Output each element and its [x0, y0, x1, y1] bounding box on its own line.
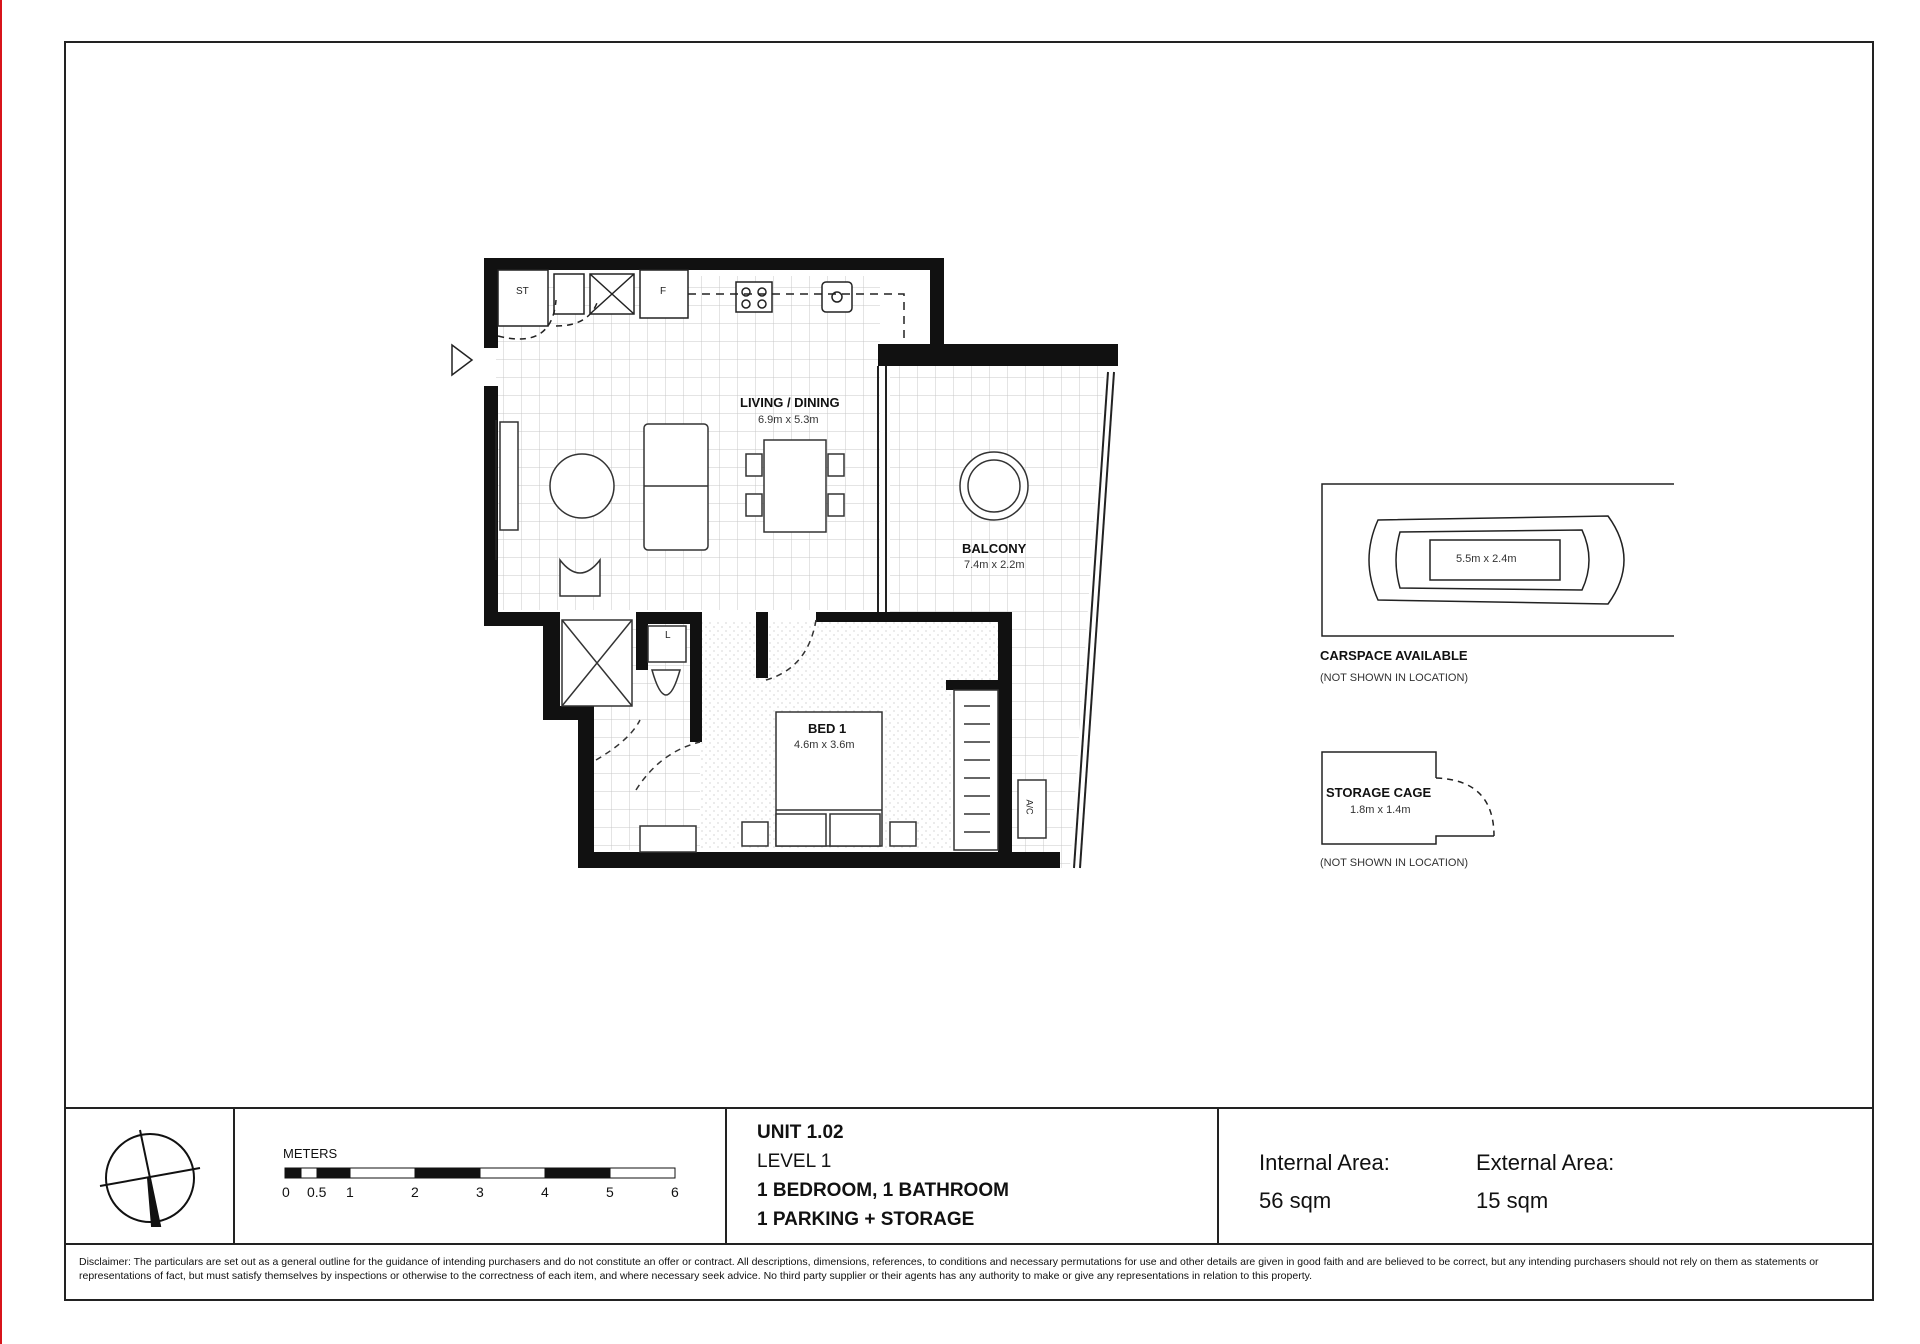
bed-label: BED 1	[808, 721, 847, 736]
unit-name: UNIT 1.02	[757, 1122, 844, 1143]
carspace-title: CARSPACE AVAILABLE	[1320, 648, 1468, 663]
scale-tick: 3	[476, 1184, 484, 1200]
fridge-label: F	[660, 286, 667, 297]
balcony-table	[960, 452, 1028, 520]
living-dining-dims: 6.9m x 5.3m	[758, 414, 819, 426]
carspace-note: (NOT SHOWN IN LOCATION)	[1320, 672, 1469, 684]
external-area-label: External Area:	[1476, 1150, 1615, 1175]
bed-dims: 4.6m x 3.6m	[794, 739, 855, 751]
scale-tick: 6	[671, 1184, 679, 1200]
scale-tick: 0.5	[307, 1184, 327, 1200]
scale-bar	[285, 1168, 675, 1178]
balcony-label: BALCONY	[962, 541, 1027, 556]
internal-area-label: Internal Area:	[1259, 1150, 1390, 1175]
external-area-value: 15 sqm	[1476, 1188, 1549, 1213]
scale-tick: 4	[541, 1184, 549, 1200]
internal-area-value: 56 sqm	[1259, 1188, 1332, 1213]
unit-type: 1 BEDROOM, 1 BATHROOM	[757, 1180, 1009, 1201]
scale-title: METERS	[283, 1146, 338, 1161]
living-dining-label: LIVING / DINING	[740, 395, 840, 410]
laundry-label: L	[665, 630, 671, 641]
scale-tick: 0	[282, 1184, 290, 1200]
scale-tick: 5	[606, 1184, 614, 1200]
balcony-dims: 7.4m x 2.2m	[964, 559, 1025, 571]
carspace-dims: 5.5m x 2.4m	[1456, 553, 1517, 565]
scale-tick: 1	[346, 1184, 354, 1200]
unit-level: LEVEL 1	[757, 1151, 832, 1172]
storage-cage-dims: 1.8m x 1.4m	[1350, 804, 1411, 816]
disclaimer-text: Disclaimer: The particulars are set out as a general outline for the guidance of intending purchasers and do not constitute an offer or contract. All descriptions, dimensions, references, to conditions and necessary permutations for use and other details are given in good faith and are believed to be correct, but any intending purchasers should not rely on them as statements or representations of fact, but must satisfy themselves by inspections or otherwise to the correctness of each item, and where necessary seek advice. No third party supplier or their agents has any authority to make or give any representations in relation to this property.	[79, 1256, 1819, 1282]
storage-cage-title: STORAGE CAGE	[1326, 785, 1432, 800]
north-arrow-icon	[100, 1130, 200, 1226]
storage-cage-note: (NOT SHOWN IN LOCATION)	[1320, 857, 1469, 869]
storage-label: ST	[516, 286, 529, 297]
unit-parking: 1 PARKING + STORAGE	[757, 1209, 975, 1230]
aircon-label: A/C	[1024, 799, 1035, 815]
scale-tick: 2	[411, 1184, 419, 1200]
